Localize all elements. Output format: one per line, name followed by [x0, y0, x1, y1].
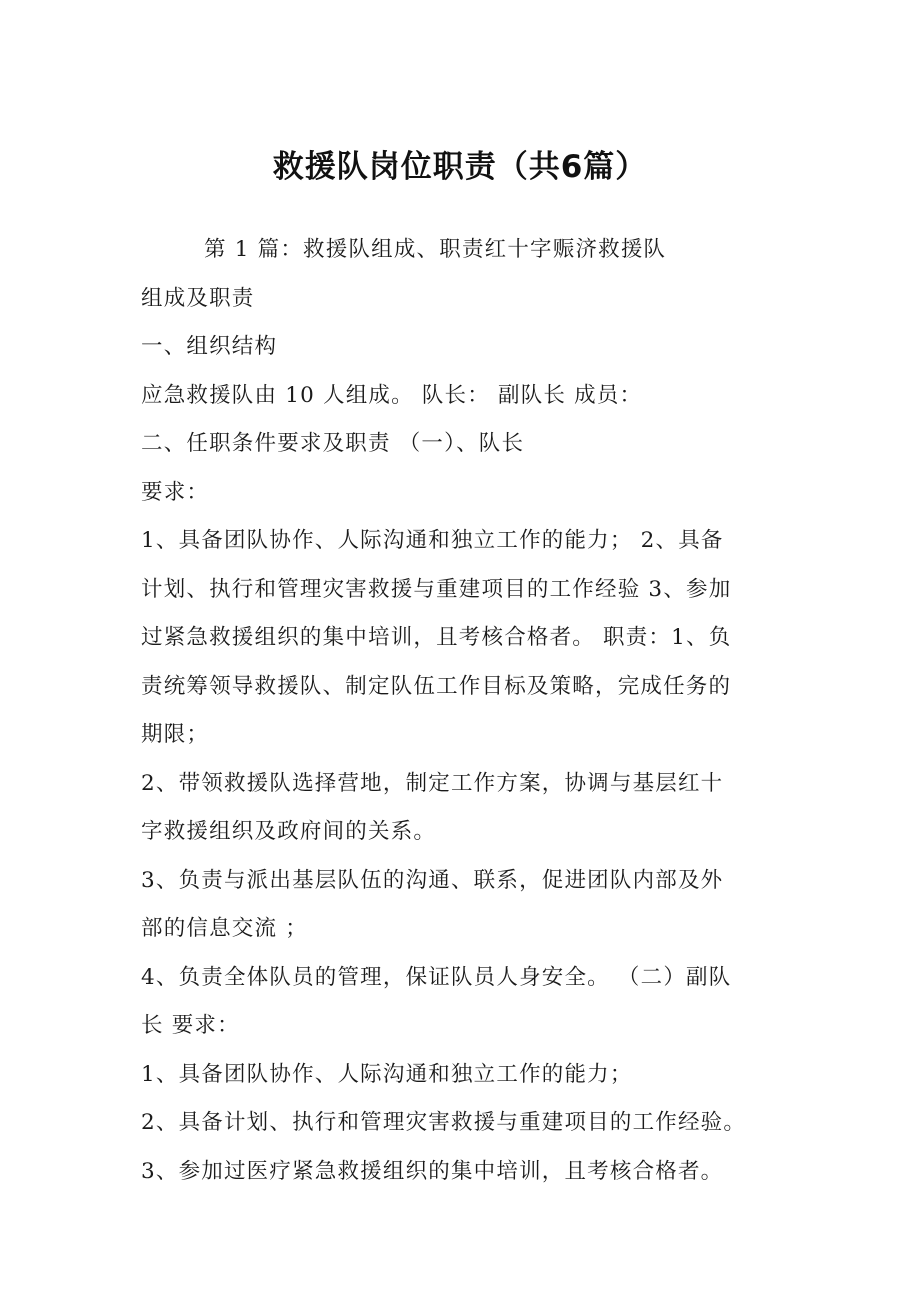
- paragraph-line: 一、组织结构: [141, 334, 278, 359]
- paragraph-line: 期限；: [141, 722, 210, 747]
- paragraph-line: 计划、执行和管理灾害救援与重建项目的工作经验 3、参加: [141, 576, 732, 602]
- paragraph-line: 4、负责全体队员的管理，保证队员人身安全。 （二）副队: [141, 964, 732, 990]
- paragraph-line: 字救援组织及政府间的关系。: [141, 819, 437, 844]
- document-body: [141, 226, 801, 1196]
- paragraph-line: 1、具备团队协作、人际沟通和独立工作的能力；: [141, 1061, 633, 1087]
- paragraph-line: 2、具备计划、执行和管理灾害救援与重建项目的工作经验。: [141, 1110, 747, 1135]
- paragraph-line: 责统筹领导救援队、制定队伍工作目标及策略，完成任务的: [141, 673, 732, 699]
- paragraph-line: 应急救援队由 10 人组成。 队长： 副队长 成员：: [141, 382, 643, 408]
- paragraph-line: 2、带领救援队选择营地，制定工作方案，协调与基层红十: [141, 770, 724, 796]
- paragraph-line: 3、参加过医疗紧急救援组织的集中培训，且考核合格者。: [141, 1158, 724, 1184]
- paragraph-line: 部的信息交流 ；: [141, 916, 308, 941]
- paragraph-line: 过紧急救援组织的集中培训，且考核合格者。 职责：1、负: [141, 625, 732, 650]
- paragraph-line: 二、任职条件要求及职责 （一）、队长: [141, 431, 525, 456]
- paragraph-line: 3、负责与派出基层队伍的沟通、联系，促进团队内部及外: [141, 867, 724, 893]
- paragraph-line: 长 要求：: [141, 1013, 240, 1038]
- paragraph-line: 第 1 篇：救援队组成、职责红十字赈济救援队: [204, 237, 667, 262]
- paragraph-line: 组成及职责: [141, 285, 255, 311]
- document-title: 救援队岗位职责（共6篇）: [272, 149, 648, 185]
- paragraph-line: 要求：: [141, 479, 210, 505]
- paragraph-line: 1、具备团队协作、人际沟通和独立工作的能力； 2、具备: [141, 528, 724, 553]
